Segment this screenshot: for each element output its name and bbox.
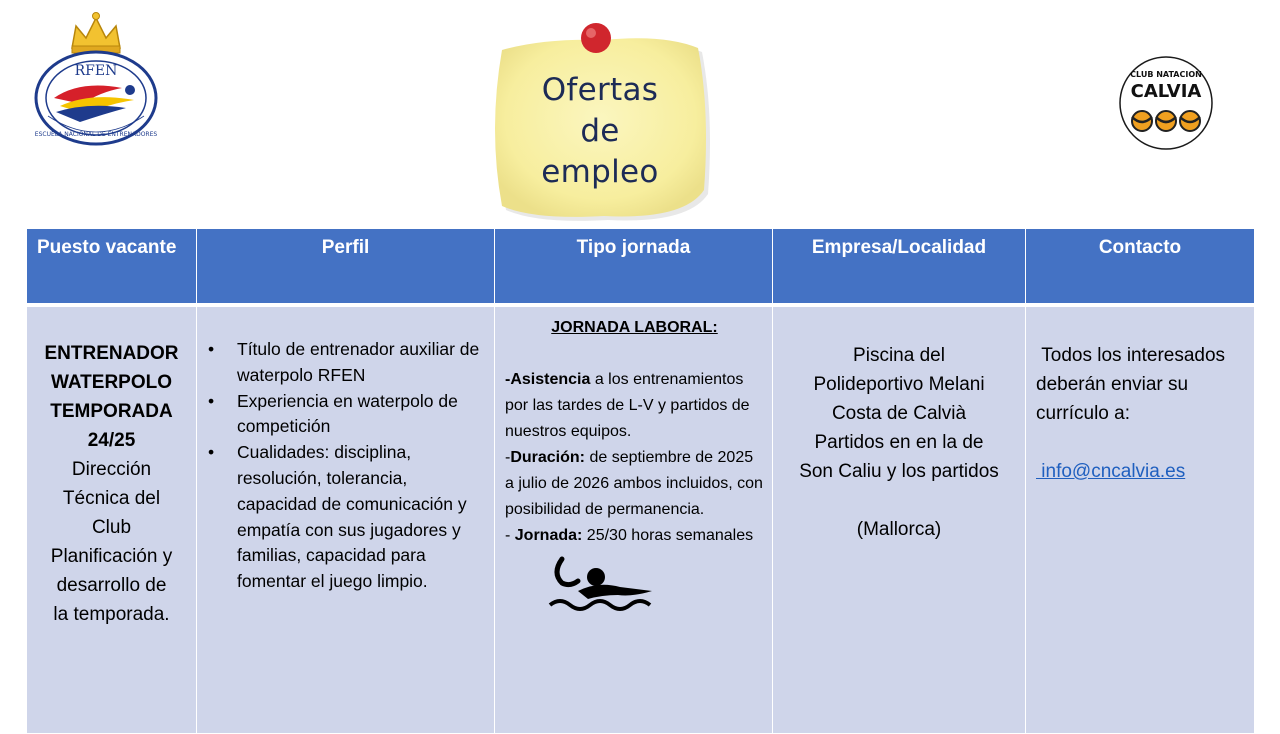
empresa-line: Partidos en en la de — [814, 432, 984, 453]
empresa-line — [773, 486, 1025, 515]
cell-jornada — [495, 305, 773, 734]
note-title — [520, 70, 680, 193]
column-header-empresa: Empresa/Localidad — [773, 229, 1026, 306]
contact-text: Todos los interesados deberán enviar su currículo a: — [1036, 345, 1231, 424]
empresa-line: Son Caliu y los partidos — [799, 461, 999, 482]
puesto-desc-line: la temporada. — [53, 604, 170, 625]
empresa-line: Polideportivo Melani — [813, 374, 985, 395]
job-offers-table — [26, 228, 1255, 734]
note-line: empleo — [541, 154, 659, 190]
puesto-desc-line: Técnica del — [62, 488, 161, 509]
table-header-row — [27, 229, 1255, 306]
cell-puesto — [27, 305, 197, 734]
rfen-logo — [30, 8, 162, 146]
svg-text:ESCUELA NACIONAL DE ENTRENADOR: ESCUELA NACIONAL DE ENTRENADORES — [34, 131, 158, 138]
jornada-heading: JORNADA LABORAL: — [551, 319, 718, 336]
club-calvia-logo — [1116, 55, 1216, 151]
jornada-horas: - Jornada: 25/30 horas semanales — [505, 527, 754, 544]
puesto-title-line: WATERPOLO — [50, 372, 173, 393]
waterpolo-icon — [548, 551, 658, 613]
list-item: • Experiencia en waterpolo de competición — [237, 389, 486, 441]
puesto-title-line: ENTRENADOR — [44, 343, 179, 364]
perfil-list — [197, 307, 494, 595]
column-header-jornada: Tipo jornada — [495, 229, 773, 306]
note-line: Ofertas — [541, 72, 659, 108]
table-row — [27, 305, 1255, 734]
cell-contacto — [1026, 305, 1255, 734]
pushpin-icon — [581, 23, 611, 53]
cell-perfil — [197, 305, 495, 734]
email-link[interactable]: info@cncalvia.es — [1036, 461, 1186, 482]
swimmers-icon — [1132, 111, 1200, 131]
rfen-logo-text: RFEN — [74, 63, 118, 79]
jornada-asistencia: -Asistencia a los entrenamientos por las tardes de L-V y partidos de nuestros equipos. — [505, 371, 750, 440]
cell-empresa — [773, 305, 1026, 734]
puesto-desc-line: Club — [91, 517, 132, 538]
puesto-desc-line: desarrollo de — [56, 575, 167, 596]
puesto-title-line: TEMPORADA — [50, 401, 173, 422]
list-item: • Título de entrenador auxiliar de waterpolo RFEN — [237, 337, 486, 389]
column-header-puesto: Puesto vacante — [27, 229, 197, 306]
empresa-line: Piscina del — [853, 345, 945, 366]
empresa-line: Costa de Calvià — [831, 403, 967, 424]
jornada-duracion: -Duración: de septiembre de 2025 a julio de 2026 ambos incluidos, con posibilidad de permanencia. — [505, 449, 763, 518]
svg-text:CLUB NATACION: CLUB NATACION — [1130, 70, 1202, 79]
puesto-title-line: 24/25 — [87, 430, 136, 451]
empresa-line: (Mallorca) — [856, 519, 942, 540]
crown-icon — [72, 13, 120, 54]
column-header-perfil: Perfil — [197, 229, 495, 306]
puesto-desc-line: Dirección — [71, 459, 152, 480]
note-line: de — [580, 113, 620, 149]
puesto-desc-line: Planificación y — [50, 546, 173, 567]
column-header-contacto: Contacto — [1026, 229, 1255, 306]
svg-text:CALVIA: CALVIA — [1130, 81, 1202, 102]
list-item: • Cualidades: disciplina, resolución, tolerancia, capacidad de comunicación y empatía con sus jugadores y familias, capacidad para fomentar el juego limpio. — [237, 440, 486, 595]
